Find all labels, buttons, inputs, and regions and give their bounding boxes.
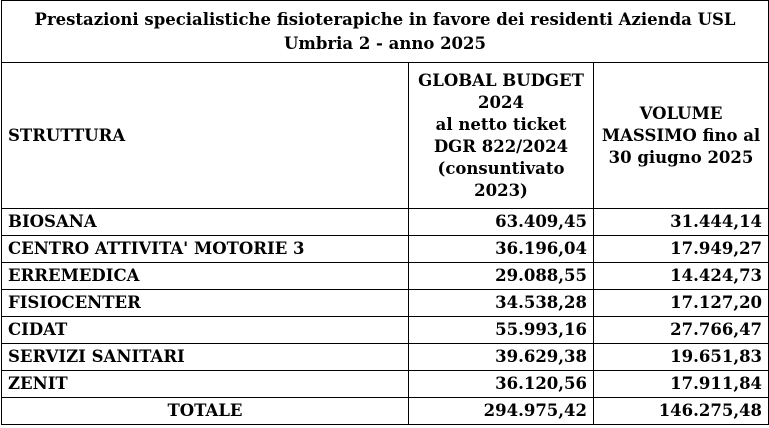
header-budget-line: al netto ticket [435, 114, 567, 134]
header-budget-line: DGR 822/2024 [433, 136, 569, 156]
row-volume: 17.949,27 [594, 236, 769, 263]
header-volume-line: VOLUME [639, 103, 723, 123]
header-volume-massimo [594, 63, 769, 209]
row-name: SERVIZI SANITARI [2, 344, 409, 371]
row-volume: 17.911,84 [594, 371, 769, 398]
title-line-1: Prestazioni specialistiche fisioterapiche in favore dei residenti Azienda USL [34, 9, 736, 29]
table-row [2, 344, 769, 371]
row-budget: 34.538,28 [409, 290, 594, 317]
row-volume: 14.424,73 [594, 263, 769, 290]
title-row [2, 1, 769, 63]
header-budget-line: GLOBAL BUDGET [418, 70, 584, 90]
row-budget: 63.409,45 [409, 209, 594, 236]
header-budget-line: 2024 [478, 92, 524, 112]
row-name: ERREMEDICA [2, 263, 409, 290]
title-line-2: Umbria 2 - anno 2025 [284, 33, 486, 53]
row-budget: 39.629,38 [409, 344, 594, 371]
row-name: CIDAT [2, 317, 409, 344]
row-name: CENTRO ATTIVITA' MOTORIE 3 [2, 236, 409, 263]
header-budget-line: (consuntivato [437, 158, 565, 178]
table-row [2, 236, 769, 263]
row-name: FISIOCENTER [2, 290, 409, 317]
total-budget: 294.975,42 [409, 398, 594, 425]
row-budget: 36.196,04 [409, 236, 594, 263]
header-row [2, 63, 769, 209]
table-row [2, 371, 769, 398]
total-label: TOTALE [2, 398, 409, 425]
table-row [2, 209, 769, 236]
header-global-budget [409, 63, 594, 209]
row-volume: 19.651,83 [594, 344, 769, 371]
table-row [2, 317, 769, 344]
row-budget: 55.993,16 [409, 317, 594, 344]
row-volume: 27.766,47 [594, 317, 769, 344]
table-row [2, 263, 769, 290]
budget-table [1, 0, 769, 425]
header-volume-line: 30 giugno 2025 [608, 147, 754, 167]
table-row [2, 290, 769, 317]
row-budget: 36.120,56 [409, 371, 594, 398]
table-title [2, 1, 769, 63]
header-budget-line: 2023) [474, 180, 528, 200]
row-name: BIOSANA [2, 209, 409, 236]
row-name: ZENIT [2, 371, 409, 398]
total-row [2, 398, 769, 425]
row-volume: 17.127,20 [594, 290, 769, 317]
row-budget: 29.088,55 [409, 263, 594, 290]
header-struttura: STRUTTURA [2, 63, 409, 209]
row-volume: 31.444,14 [594, 209, 769, 236]
header-volume-line: MASSIMO fino al [601, 125, 761, 145]
total-volume: 146.275,48 [594, 398, 769, 425]
